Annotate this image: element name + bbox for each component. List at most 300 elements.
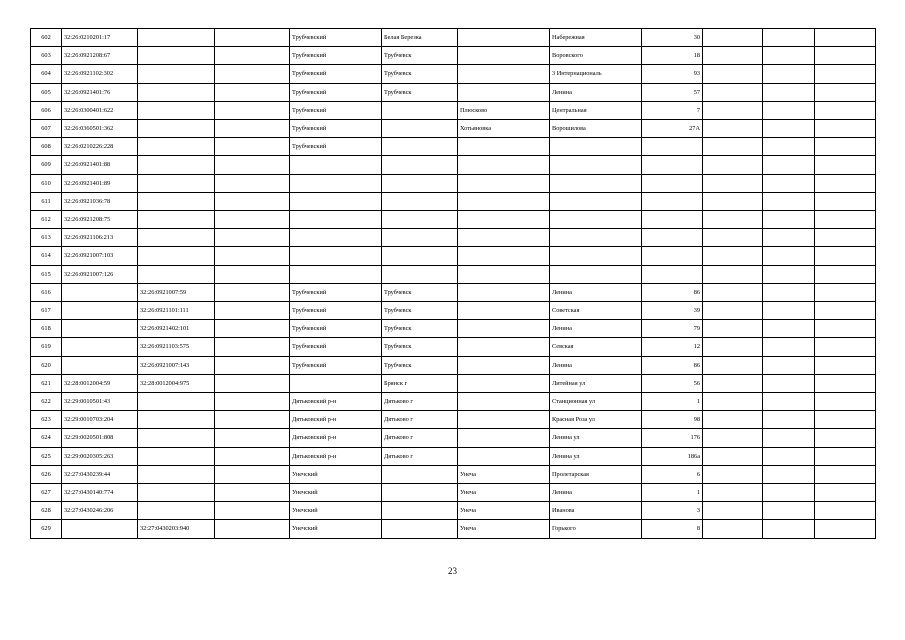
cell-street: Станционная ул: [550, 393, 642, 411]
cell-row-number: 614: [31, 247, 62, 265]
cell-cadastral-number: [62, 520, 138, 538]
cell-extra-col-3: [815, 229, 876, 247]
cell-empty-col: [215, 174, 290, 192]
cell-extra-col-2: [763, 156, 815, 174]
cell-empty-col: [215, 283, 290, 301]
cell-extra-col-2: [763, 320, 815, 338]
cell-row-number: 603: [31, 47, 62, 65]
cell-extra-col-1: [703, 211, 763, 229]
cell-extra-col-2: [763, 29, 815, 47]
cell-village: [458, 338, 550, 356]
cell-house-number: 56: [642, 374, 703, 392]
cell-cadastral-number-2: [138, 65, 215, 83]
cell-settlement: [382, 247, 458, 265]
cell-row-number: 628: [31, 502, 62, 520]
cell-street: Воровского: [550, 47, 642, 65]
cell-cadastral-number-2: [138, 83, 215, 101]
cell-row-number: 626: [31, 465, 62, 483]
cell-cadastral-number-2: [138, 429, 215, 447]
table-row: [31, 320, 876, 338]
cell-row-number: 629: [31, 520, 62, 538]
cell-district: [290, 211, 382, 229]
cell-village: [458, 192, 550, 210]
cell-extra-col-1: [703, 83, 763, 101]
cell-row-number: 624: [31, 429, 62, 447]
cell-settlement: [382, 120, 458, 138]
cell-empty-col: [215, 65, 290, 83]
cell-village: [458, 356, 550, 374]
cell-extra-col-1: [703, 393, 763, 411]
cell-empty-col: [215, 338, 290, 356]
cell-settlement: [382, 101, 458, 119]
cell-house-number: 93: [642, 65, 703, 83]
cell-cadastral-number: 32:27:0430239:44: [62, 465, 138, 483]
table-row: [31, 247, 876, 265]
cell-street: Красная Роза ул: [550, 411, 642, 429]
cell-village: [458, 83, 550, 101]
cell-district: Трубчевский: [290, 283, 382, 301]
cell-cadastral-number: 32:26:0921401:89: [62, 174, 138, 192]
cell-settlement: Трубчевск: [382, 65, 458, 83]
cell-extra-col-1: [703, 411, 763, 429]
cell-extra-col-2: [763, 283, 815, 301]
cell-extra-col-2: [763, 411, 815, 429]
cell-village: [458, 211, 550, 229]
cell-house-number: [642, 174, 703, 192]
cell-extra-col-1: [703, 265, 763, 283]
cell-street: [550, 247, 642, 265]
cell-row-number: 618: [31, 320, 62, 338]
cell-extra-col-2: [763, 192, 815, 210]
cell-extra-col-2: [763, 484, 815, 502]
page-number: 23: [448, 566, 457, 576]
cell-cadastral-number-2: [138, 174, 215, 192]
cell-settlement: Трубчевск: [382, 320, 458, 338]
cell-extra-col-2: [763, 138, 815, 156]
cell-street: [550, 211, 642, 229]
cell-village: [458, 411, 550, 429]
cell-street: Литейная ул: [550, 374, 642, 392]
cell-settlement: [382, 265, 458, 283]
cell-empty-col: [215, 29, 290, 47]
cell-street: Ленина: [550, 283, 642, 301]
cell-street: Пролетарская: [550, 465, 642, 483]
cell-street: Советская: [550, 302, 642, 320]
cell-empty-col: [215, 374, 290, 392]
cell-cadastral-number-2: [138, 138, 215, 156]
cell-street: Ленина: [550, 83, 642, 101]
cell-cadastral-number-2: [138, 192, 215, 210]
cell-village: [458, 283, 550, 301]
cell-extra-col-2: [763, 374, 815, 392]
cell-district: Трубчевский: [290, 120, 382, 138]
cell-empty-col: [215, 484, 290, 502]
cell-empty-col: [215, 411, 290, 429]
cell-empty-col: [215, 192, 290, 210]
cell-house-number: 3: [642, 502, 703, 520]
cell-row-number: 608: [31, 138, 62, 156]
cell-house-number: 39: [642, 302, 703, 320]
cell-extra-col-1: [703, 65, 763, 83]
cell-extra-col-1: [703, 374, 763, 392]
cell-settlement: Трубчевск: [382, 83, 458, 101]
cell-village: Плюсково: [458, 101, 550, 119]
cell-extra-col-3: [815, 393, 876, 411]
cell-district: [290, 174, 382, 192]
table-row: [31, 192, 876, 210]
cell-row-number: 611: [31, 192, 62, 210]
cell-district: Унечский: [290, 465, 382, 483]
table-row: [31, 411, 876, 429]
cell-empty-col: [215, 156, 290, 174]
cell-street: Иванова: [550, 502, 642, 520]
cell-extra-col-3: [815, 465, 876, 483]
cell-extra-col-1: [703, 320, 763, 338]
cell-extra-col-3: [815, 502, 876, 520]
cell-extra-col-2: [763, 447, 815, 465]
cell-house-number: [642, 192, 703, 210]
cell-row-number: 612: [31, 211, 62, 229]
cell-cadastral-number-2: [138, 393, 215, 411]
cell-house-number: 8: [642, 520, 703, 538]
cell-cadastral-number: 32:26:0921007:126: [62, 265, 138, 283]
cell-house-number: 57: [642, 83, 703, 101]
cell-house-number: [642, 265, 703, 283]
cell-extra-col-3: [815, 356, 876, 374]
cell-street: [550, 174, 642, 192]
cell-settlement: [382, 174, 458, 192]
cell-row-number: 616: [31, 283, 62, 301]
table-row: [31, 520, 876, 538]
cell-cadastral-number-2: [138, 502, 215, 520]
cell-street: [550, 156, 642, 174]
cell-cadastral-number: 32:29:0020305:263: [62, 447, 138, 465]
table-row: [31, 229, 876, 247]
cell-cadastral-number-2: [138, 156, 215, 174]
cell-village: [458, 47, 550, 65]
cell-cadastral-number: 32:29:0010703:204: [62, 411, 138, 429]
cell-empty-col: [215, 465, 290, 483]
cell-village: [458, 265, 550, 283]
cell-extra-col-2: [763, 338, 815, 356]
cell-cadastral-number: 32:26:0210226:228: [62, 138, 138, 156]
cell-village: [458, 229, 550, 247]
cell-street: Ворошилова: [550, 120, 642, 138]
cell-village: [458, 429, 550, 447]
cell-street: Центральная: [550, 101, 642, 119]
cell-village: [458, 393, 550, 411]
cell-extra-col-1: [703, 484, 763, 502]
cell-cadastral-number: 32:26:0921106:213: [62, 229, 138, 247]
cell-village: [458, 447, 550, 465]
cell-cadastral-number: 32:27:0430140:774: [62, 484, 138, 502]
cell-extra-col-2: [763, 465, 815, 483]
cell-cadastral-number: [62, 356, 138, 374]
cell-extra-col-3: [815, 484, 876, 502]
cell-district: Унечский: [290, 520, 382, 538]
cell-extra-col-1: [703, 174, 763, 192]
cell-street: 3 Интернациональ: [550, 65, 642, 83]
cell-extra-col-3: [815, 101, 876, 119]
cell-extra-col-1: [703, 192, 763, 210]
cell-row-number: 606: [31, 101, 62, 119]
cell-extra-col-1: [703, 520, 763, 538]
table-row: [31, 265, 876, 283]
cell-house-number: 98: [642, 411, 703, 429]
cell-cadastral-number: 32:29:0020501:808: [62, 429, 138, 447]
cell-extra-col-2: [763, 247, 815, 265]
table-row: [31, 465, 876, 483]
cell-district: Дятьковский р-н: [290, 429, 382, 447]
cell-settlement: [382, 192, 458, 210]
cell-extra-col-1: [703, 465, 763, 483]
cell-house-number: [642, 229, 703, 247]
cell-extra-col-1: [703, 247, 763, 265]
cell-house-number: 30: [642, 29, 703, 47]
cell-cadastral-number: 32:26:0921401:88: [62, 156, 138, 174]
cell-extra-col-2: [763, 211, 815, 229]
cell-cadastral-number: [62, 320, 138, 338]
cell-row-number: 604: [31, 65, 62, 83]
cell-row-number: 610: [31, 174, 62, 192]
cell-district: Трубчевский: [290, 338, 382, 356]
cell-empty-col: [215, 83, 290, 101]
cell-empty-col: [215, 265, 290, 283]
cell-cadastral-number: 32:27:0430246:206: [62, 502, 138, 520]
cell-district: Трубчевский: [290, 65, 382, 83]
table-row: [31, 283, 876, 301]
cell-settlement: Трубчевск: [382, 47, 458, 65]
cell-settlement: [382, 156, 458, 174]
cell-settlement: [382, 138, 458, 156]
cell-extra-col-2: [763, 302, 815, 320]
cell-extra-col-2: [763, 502, 815, 520]
table-row: [31, 502, 876, 520]
cell-village: [458, 29, 550, 47]
table-row: [31, 138, 876, 156]
table-row: [31, 374, 876, 392]
cell-extra-col-1: [703, 356, 763, 374]
cell-cadastral-number: 32:26:0921007:103: [62, 247, 138, 265]
cell-extra-col-3: [815, 320, 876, 338]
cell-row-number: 613: [31, 229, 62, 247]
table-row: [31, 429, 876, 447]
cell-extra-col-3: [815, 156, 876, 174]
cell-cadastral-number-2: [138, 484, 215, 502]
cell-empty-col: [215, 356, 290, 374]
cell-settlement: Трубчевск: [382, 283, 458, 301]
cell-cadastral-number-2: [138, 47, 215, 65]
cell-cadastral-number-2: [138, 265, 215, 283]
table-row: [31, 83, 876, 101]
table-row: [31, 65, 876, 83]
cell-extra-col-1: [703, 229, 763, 247]
cell-cadastral-number: [62, 338, 138, 356]
cell-village: [458, 156, 550, 174]
cell-cadastral-number: [62, 283, 138, 301]
cell-extra-col-2: [763, 229, 815, 247]
cell-row-number: 602: [31, 29, 62, 47]
cell-district: Дятьковский р-н: [290, 411, 382, 429]
cell-settlement: [382, 484, 458, 502]
cell-cadastral-number: 32:26:0921401:76: [62, 83, 138, 101]
cell-settlement: Белая Березка: [382, 29, 458, 47]
registry-table: [30, 28, 876, 539]
cell-village: [458, 65, 550, 83]
cell-cadastral-number: 32:26:0360501:362: [62, 120, 138, 138]
cell-village: [458, 247, 550, 265]
cell-house-number: 18: [642, 47, 703, 65]
cell-cadastral-number: 32:26:0921208:75: [62, 211, 138, 229]
cell-house-number: 6: [642, 465, 703, 483]
cell-cadastral-number-2: 32:27:0430203:940: [138, 520, 215, 538]
cell-settlement: [382, 211, 458, 229]
cell-street: [550, 229, 642, 247]
cell-street: Ленина: [550, 356, 642, 374]
cell-cadastral-number: 32:26:0921036:78: [62, 192, 138, 210]
cell-district: Трубчевский: [290, 356, 382, 374]
cell-settlement: Трубчевск: [382, 338, 458, 356]
cell-settlement: [382, 465, 458, 483]
cell-empty-col: [215, 47, 290, 65]
cell-district: Трубчевский: [290, 138, 382, 156]
cell-extra-col-3: [815, 211, 876, 229]
cell-cadastral-number-2: [138, 101, 215, 119]
cell-village: Унеча: [458, 484, 550, 502]
cell-street: Ленина: [550, 320, 642, 338]
cell-row-number: 621: [31, 374, 62, 392]
cell-extra-col-2: [763, 265, 815, 283]
cell-street: [550, 192, 642, 210]
cell-extra-col-3: [815, 83, 876, 101]
cell-district: Трубчевский: [290, 320, 382, 338]
cell-extra-col-2: [763, 101, 815, 119]
cell-empty-col: [215, 393, 290, 411]
cell-cadastral-number-2: 32:26:0921007:143: [138, 356, 215, 374]
cell-house-number: [642, 247, 703, 265]
cell-village: Унеча: [458, 502, 550, 520]
cell-settlement: Дятьково г: [382, 447, 458, 465]
cell-extra-col-3: [815, 120, 876, 138]
cell-extra-col-3: [815, 174, 876, 192]
cell-street: Набережная: [550, 29, 642, 47]
cell-extra-col-3: [815, 192, 876, 210]
cell-extra-col-1: [703, 302, 763, 320]
cell-row-number: 617: [31, 302, 62, 320]
cell-cadastral-number-2: [138, 120, 215, 138]
cell-cadastral-number: 32:26:0210201:17: [62, 29, 138, 47]
cell-cadastral-number-2: [138, 29, 215, 47]
cell-district: [290, 265, 382, 283]
cell-house-number: 1: [642, 393, 703, 411]
cell-district: Трубчевский: [290, 29, 382, 47]
cell-extra-col-2: [763, 120, 815, 138]
registry-table-body: [31, 29, 876, 539]
cell-street: Ленина ул: [550, 447, 642, 465]
cell-settlement: Трубчевск: [382, 356, 458, 374]
cell-village: [458, 174, 550, 192]
cell-cadastral-number: 32:28:0012004:59: [62, 374, 138, 392]
cell-village: [458, 302, 550, 320]
cell-district: [290, 229, 382, 247]
cell-row-number: 609: [31, 156, 62, 174]
cell-village: [458, 374, 550, 392]
cell-row-number: 607: [31, 120, 62, 138]
cell-village: Унеча: [458, 465, 550, 483]
cell-empty-col: [215, 429, 290, 447]
cell-settlement: [382, 520, 458, 538]
table-row: [31, 447, 876, 465]
table-row: [31, 356, 876, 374]
cell-extra-col-1: [703, 29, 763, 47]
cell-row-number: 622: [31, 393, 62, 411]
cell-extra-col-2: [763, 520, 815, 538]
cell-district: Трубчевский: [290, 83, 382, 101]
cell-cadastral-number-2: [138, 411, 215, 429]
cell-cadastral-number: 32:26:0300401:622: [62, 101, 138, 119]
cell-extra-col-3: [815, 411, 876, 429]
cell-empty-col: [215, 520, 290, 538]
cell-extra-col-3: [815, 447, 876, 465]
cell-extra-col-3: [815, 338, 876, 356]
cell-empty-col: [215, 447, 290, 465]
cell-district: [290, 247, 382, 265]
cell-empty-col: [215, 211, 290, 229]
cell-empty-col: [215, 302, 290, 320]
table-row: [31, 484, 876, 502]
cell-street: [550, 265, 642, 283]
cell-empty-col: [215, 247, 290, 265]
cell-house-number: 86: [642, 283, 703, 301]
cell-empty-col: [215, 101, 290, 119]
cell-extra-col-1: [703, 101, 763, 119]
cell-settlement: Трубчевск: [382, 302, 458, 320]
cell-extra-col-2: [763, 47, 815, 65]
cell-extra-col-1: [703, 120, 763, 138]
cell-extra-col-1: [703, 338, 763, 356]
cell-house-number: 12: [642, 338, 703, 356]
cell-extra-col-1: [703, 283, 763, 301]
cell-row-number: 605: [31, 83, 62, 101]
cell-extra-col-3: [815, 29, 876, 47]
cell-district: [290, 374, 382, 392]
cell-extra-col-3: [815, 374, 876, 392]
cell-extra-col-2: [763, 174, 815, 192]
cell-settlement: Брянск г: [382, 374, 458, 392]
cell-extra-col-3: [815, 429, 876, 447]
cell-extra-col-1: [703, 447, 763, 465]
cell-empty-col: [215, 120, 290, 138]
cell-extra-col-3: [815, 138, 876, 156]
cell-row-number: 620: [31, 356, 62, 374]
cell-street: [550, 138, 642, 156]
cell-empty-col: [215, 320, 290, 338]
cell-district: Унечский: [290, 502, 382, 520]
cell-cadastral-number: [62, 302, 138, 320]
cell-settlement: [382, 229, 458, 247]
cell-street: Ленина: [550, 484, 642, 502]
cell-extra-col-2: [763, 429, 815, 447]
table-row: [31, 302, 876, 320]
cell-extra-col-2: [763, 356, 815, 374]
cell-settlement: [382, 502, 458, 520]
cell-cadastral-number-2: 32:28:0012004:975: [138, 374, 215, 392]
cell-cadastral-number: 32:26:0921102:302: [62, 65, 138, 83]
cell-row-number: 623: [31, 411, 62, 429]
cell-house-number: 176: [642, 429, 703, 447]
cell-cadastral-number-2: 32:26:0921101:111: [138, 302, 215, 320]
cell-empty-col: [215, 138, 290, 156]
